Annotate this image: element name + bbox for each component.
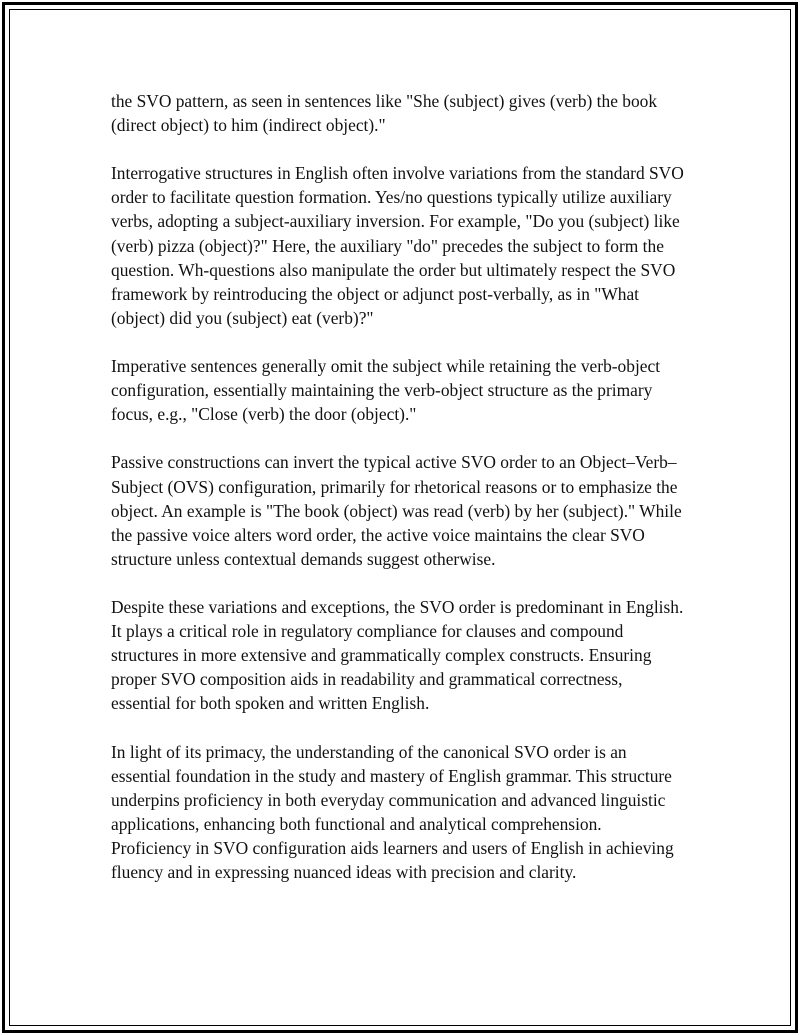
paragraph-imperative: Imperative sentences generally omit the subject while retaining the verb-object configuration, essentially maintaining the verb-object structure as the primary focus, e.g., "Close (verb) the door (object).": [111, 356, 661, 425]
paragraph-interrogative: Interrogative structures in English often involve variations from the standard SVO order to facilitate question formation. Yes/no questions typically utilize auxiliary verbs, adopting a subject-auxiliary inversion. For example, "Do you (subject) like (verb) pizza (object)?" Here, the auxiliary "do" precedes the subject to form the question. Wh-questions also manipulate the order but ultimately respect the SVO framework by reintroducing the object or adjunct post-verbally, as in "What (object) did you (subject) eat (verb)?": [111, 163, 684, 328]
paragraph-passive: Passive constructions can invert the typical active SVO order to an Object–Verb–Subject (OVS) configuration, primarily for rhetorical reasons or to emphasize the object. An example is "The book (object) was read (verb) by her (subject)." While the passive voice alters word order, the active voice maintains the clear SVO structure unless contextual demands suggest otherwise.: [111, 452, 682, 569]
paragraph-conclusion: In light of its primacy, the understanding of the canonical SVO order is an essential foundation in the study and mastery of English grammar. This structure underpins proficiency in both everyday communication and advanced linguistic applications, enhancing both functional and analytical comprehension. Proficiency in SVO configuration aids learners and users of English in achieving fluency and in expressing nuanced ideas with precision and clarity.: [111, 741, 674, 882]
paragraph-svo-example: the SVO pattern, as seen in sentences like "She (subject) gives (verb) the book (direct object) to him (indirect object).": [111, 91, 658, 136]
paragraph-predominance: Despite these variations and exceptions, the SVO order is predominant in English. It plays a critical role in regulatory compliance for clauses and compound structures in more extensive and grammatically complex constructs. Ensuring proper SVO composition aids in readability and grammatical correctness, essential for both spoken and written English.: [111, 596, 684, 714]
document-body: [111, 89, 686, 908]
